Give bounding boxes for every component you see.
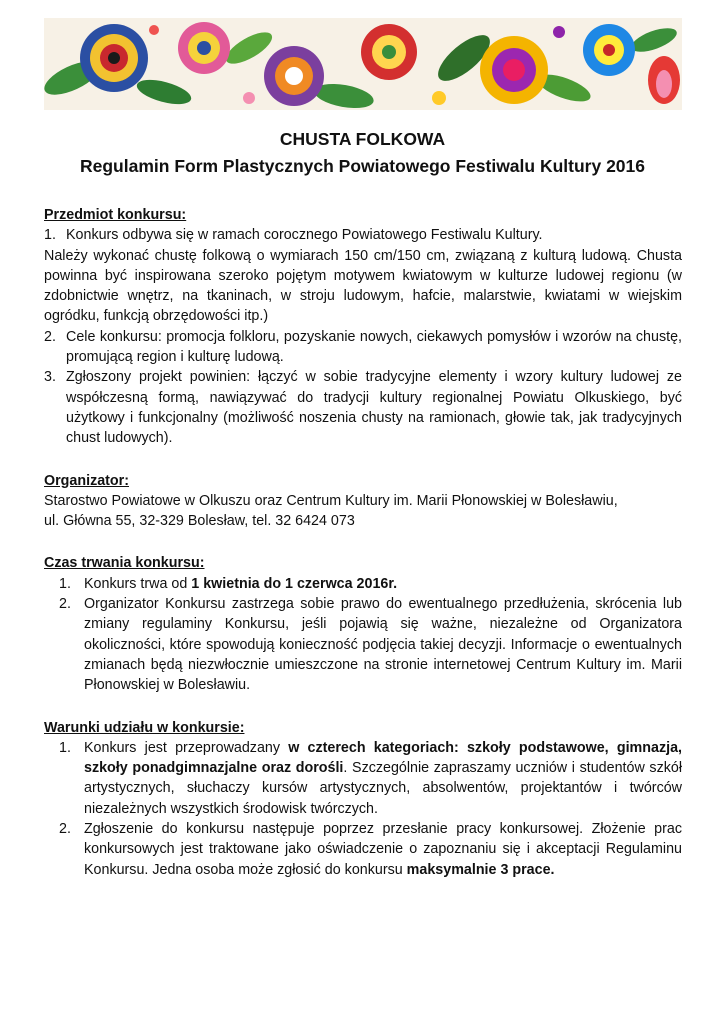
title-line-2: Regulamin Form Plastycznych Powiatowego Festiwalu Kultury 2016 <box>80 156 645 176</box>
section-heading: Organizator: <box>44 472 129 489</box>
item-text: Organizator Konkursu zastrzega sobie prawo do ewentualnego przedłużenia, skrócenia lub zmiany regulaminy Konkursu, jeśli pojawią się ważne, niezależne od Organizatora okoliczności, które spowodują konieczność podjęcia takiej decyzji. Informacje o ewentualnych zmianach będą niezwłocznie umieszczone na stronie internetowej Centrum Kultury im. Marii Płonowskiej w Bolesławiu. <box>84 596 682 694</box>
item-text <box>84 574 682 594</box>
item-number: 2. <box>59 596 71 613</box>
folk-flower-banner-image <box>44 18 682 110</box>
item-number: 3. <box>44 369 56 386</box>
item-text-part: . Szczególnie zapraszamy uczniów i studentów szkół artystycznych, słuchaczy kursów artystycznych, absolwentów, projektantów i twórców niezależnych wszystkich środowisk twórczych. <box>84 760 682 817</box>
item-number: 2. <box>59 821 71 838</box>
item-text: Cele konkursu: promocja folkloru, pozyskanie nowych, ciekawych pomysłów i wzorów na chustę, promującą region i kulturę ludową. <box>66 328 682 366</box>
document-title <box>40 126 685 180</box>
item-text-bold: 1 kwietnia do 1 czerwca 2016r. <box>191 575 398 592</box>
item-number: 2. <box>44 328 56 345</box>
list-item <box>44 819 682 880</box>
list-item <box>44 574 682 594</box>
item-number: 1. <box>44 227 56 244</box>
section-przedmiot <box>44 205 682 449</box>
title-line-1: CHUSTA FOLKOWA <box>279 129 446 149</box>
list-item <box>44 594 682 695</box>
section-heading: Przedmiot konkursu: <box>44 207 187 223</box>
list-item <box>44 367 682 448</box>
item-number: 1. <box>59 739 71 756</box>
item-text-part: Konkurs jest przeprowadzany <box>84 739 289 756</box>
section-organizator <box>44 471 682 532</box>
organizer-line: Starostwo Powiatowe w Olkuszu oraz Centrum Kultury im. Marii Płonowskiej w Bolesławiu, <box>44 492 618 509</box>
list-item <box>44 738 682 819</box>
paragraph: Należy wykonać chustę folkową o wymiarach 150 cm/150 cm, związaną z kulturą ludową. Chusta powinna być inspirowana szeroko pojętym motywem kwiatowym w kulturze ludowej regionu (w zdobnictwie wnętrz, na tkaninach, w stroju ludowym, hafcie, malarstwie, kwiatami w wiejskim ogródku, funkcją obrzędowości itp.) <box>44 247 682 325</box>
item-text <box>84 738 682 819</box>
item-text <box>84 819 682 880</box>
document-body <box>44 205 682 902</box>
section-warunki <box>44 718 682 880</box>
folk-flower-banner <box>44 18 682 110</box>
item-text-bold: w czterech kategoriach: szkoły podstawowe, gimnazja, szkoły ponadgimnazjalne oraz dorośli <box>84 739 683 777</box>
item-text: Zgłoszony projekt powinien: łączyć w sobie tradycyjne elementy i wzory kultury ludowej ze współczesną formą, nawiązywać do tradycji kultury regionalnej Powiatu Olkuskiego, być użytkowy i funkcjonalny (możliwość noszenia chusty na ramionach, głowie tak, jak tradycyjnych chust ludowych). <box>66 369 682 447</box>
item-text-bold: maksymalnie 3 prace. <box>406 861 555 878</box>
section-heading: Warunki udziału w konkursie: <box>44 719 245 736</box>
item-text: Konkurs odbywa się w ramach corocznego Powiatowego Festiwalu Kultury. <box>66 227 543 244</box>
section-czas <box>44 553 682 695</box>
item-text-part: Zgłoszenie do konkursu następuje poprzez przesłanie pracy konkursowej. Złożenie prac konkursowych jest traktowane jako oświadczenie o zapoznaniu się i akceptacji Regulaminu Konkursu. Jedna osoba może zgłosić do konkursu <box>84 821 682 878</box>
list-item <box>44 225 682 245</box>
organizer-address: ul. Główna 55, 32-329 Bolesław, tel. 32 6424 073 <box>44 513 355 530</box>
list-item <box>44 327 682 368</box>
item-number: 1. <box>59 575 71 592</box>
section-heading: Czas trwania konkursu: <box>44 555 205 572</box>
item-text-part: Konkurs trwa od <box>84 575 192 592</box>
